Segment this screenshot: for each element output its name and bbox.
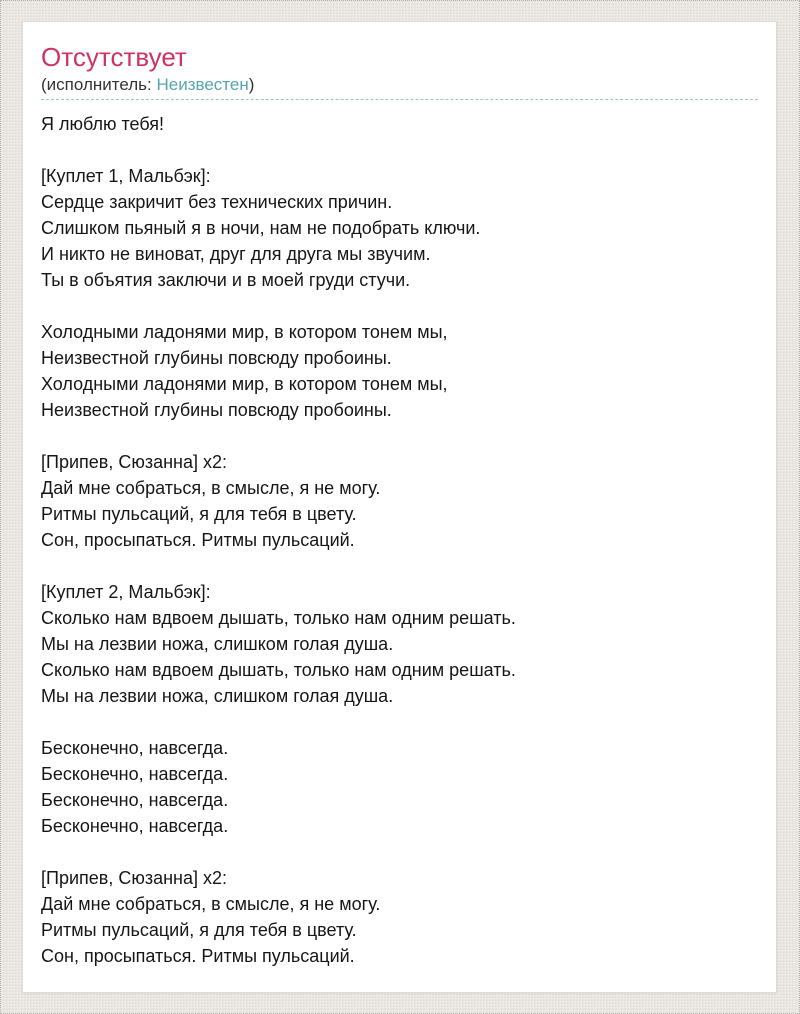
lyrics-line: Сон, просыпаться. Ритмы пульсаций.	[41, 946, 355, 966]
lyrics-card	[22, 21, 777, 993]
lyrics-line: [Куплет 1, Мальбэк]:	[41, 166, 211, 186]
lyrics-stanza	[41, 449, 758, 553]
lyrics-line: Сердце закричит без технических причин.	[41, 192, 393, 212]
lyrics-line: Дай мне собраться, в смысле, я не могу.	[41, 894, 381, 914]
lyrics-line: [Куплет 2, Мальбэк]:	[41, 582, 211, 602]
artist-link[interactable]: Неизвестен	[156, 75, 249, 94]
song-title: Отсутствует	[41, 42, 187, 72]
lyrics-line: Сон, просыпаться. Ритмы пульсаций.	[41, 530, 355, 550]
lyrics-line: Бесконечно, навсегда.	[41, 816, 229, 836]
lyrics-text	[41, 111, 758, 969]
artist-line	[41, 74, 758, 96]
lyrics-line: Ритмы пульсаций, я для тебя в цвету.	[41, 920, 357, 940]
lyrics-line: Ты в объятия заключи и в моей груди стучи.	[41, 270, 411, 290]
artist-suffix: )	[248, 75, 255, 94]
lyrics-stanza	[41, 865, 758, 969]
lyrics-line: Сколько нам вдвоем дышать, только нам одним решать.	[41, 660, 516, 680]
lyrics-line: Сколько нам вдвоем дышать, только нам одним решать.	[41, 608, 516, 628]
lyrics-line: Бесконечно, навсегда.	[41, 738, 229, 758]
lyrics-line: Неизвестной глубины повсюду пробоины.	[41, 400, 392, 420]
lyrics-stanza	[41, 735, 758, 839]
artist-label: (исполнитель:	[41, 75, 157, 94]
lyrics-stanza	[41, 111, 758, 137]
lyrics-line: Слишком пьяный я в ночи, нам не подобрать ключи.	[41, 218, 481, 238]
lyrics-line: Мы на лезвии ножа, слишком голая душа.	[41, 634, 394, 654]
song-header	[41, 40, 758, 100]
lyrics-line: Дай мне собраться, в смысле, я не могу.	[41, 478, 381, 498]
lyrics-stanza	[41, 319, 758, 423]
lyrics-line: Холодными ладонями мир, в котором тонем мы,	[41, 322, 448, 342]
lyrics-line: Бесконечно, навсегда.	[41, 764, 229, 784]
lyrics-line: Я люблю тебя!	[41, 114, 165, 134]
lyrics-stanza	[41, 579, 758, 709]
lyrics-line: Холодными ладонями мир, в котором тонем мы,	[41, 374, 448, 394]
lyrics-line: Неизвестной глубины повсюду пробоины.	[41, 348, 392, 368]
lyrics-line: Бесконечно, навсегда.	[41, 790, 229, 810]
lyrics-line: Ритмы пульсаций, я для тебя в цвету.	[41, 504, 357, 524]
lyrics-line: [Припев, Сюзанна] x2:	[41, 452, 227, 472]
lyrics-stanza	[41, 163, 758, 293]
lyrics-line: Мы на лезвии ножа, слишком голая душа.	[41, 686, 394, 706]
lyrics-line: И никто не виноват, друг для друга мы звучим.	[41, 244, 431, 264]
lyrics-line: [Припев, Сюзанна] x2:	[41, 868, 227, 888]
